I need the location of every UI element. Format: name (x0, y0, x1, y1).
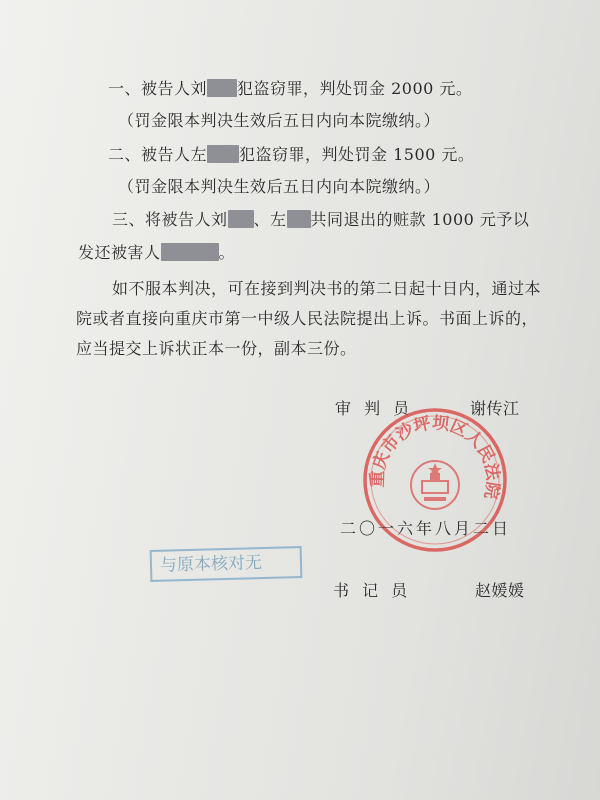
clerk-name: 赵媛媛 (475, 581, 525, 600)
verdict-item-3 (112, 209, 529, 231)
verdict-item-2-suffix: 犯盗窃罪，判处罚金 1500 元。 (239, 145, 475, 164)
verdict-item-3-line2 (78, 242, 235, 264)
svg-text:重庆市沙坪坝区人民法院 (367, 413, 504, 500)
verdict-item-3-mid: 、左 (253, 210, 287, 229)
appeal-line-3: 应当提交上诉状正本一份，副本三份。 (76, 339, 357, 358)
clerk-title: 书 记 员 (333, 581, 412, 600)
appeal-line-1: 如不服本判决，可在接到判决书的第二日起十日内，通过本 (112, 279, 542, 298)
verdict-item-2-note: （罚金限本判决生效后五日内向本院缴纳。） (118, 177, 441, 196)
redaction-box (161, 243, 219, 261)
judgment-date: 二〇一六年八月二日 (340, 519, 512, 538)
verdict-item-1-note: （罚金限本判决生效后五日内向本院缴纳。） (118, 111, 441, 130)
verdict-item-3-line2-prefix: 发还被害人 (78, 243, 161, 262)
seal-text: 重庆市沙坪坝区人民法院 (367, 413, 503, 501)
redaction-box (207, 79, 237, 97)
verdict-item-1-prefix: 一、被告人刘 (108, 79, 208, 98)
verdict-item-3-prefix: 三、将被告人刘 (112, 210, 228, 229)
redaction-box (207, 145, 239, 163)
bleed-through-text (70, 360, 370, 381)
verdict-item-1 (108, 78, 472, 100)
verdict-item-3-suffix: 共同退出的赃款 1000 元予以 (310, 210, 530, 229)
verdict-item-3-line2-suffix: 。 (218, 243, 236, 262)
judge-title: 审 判 员 (335, 399, 414, 418)
redaction-box (287, 210, 311, 228)
verification-stamp: 与原本核对无 (150, 546, 303, 582)
redaction-box (228, 210, 254, 228)
appeal-line-2: 院或者直接向重庆市第一中级人民法院提出上诉。书面上诉的， (76, 309, 539, 328)
emblem-icon (411, 461, 459, 509)
verdict-item-2-prefix: 二、被告人左 (108, 145, 208, 164)
judge-name: 谢传江 (470, 399, 520, 418)
verdict-item-2 (108, 144, 474, 166)
verdict-item-1-suffix: 犯盗窃罪，判处罚金 2000 元。 (237, 79, 473, 98)
